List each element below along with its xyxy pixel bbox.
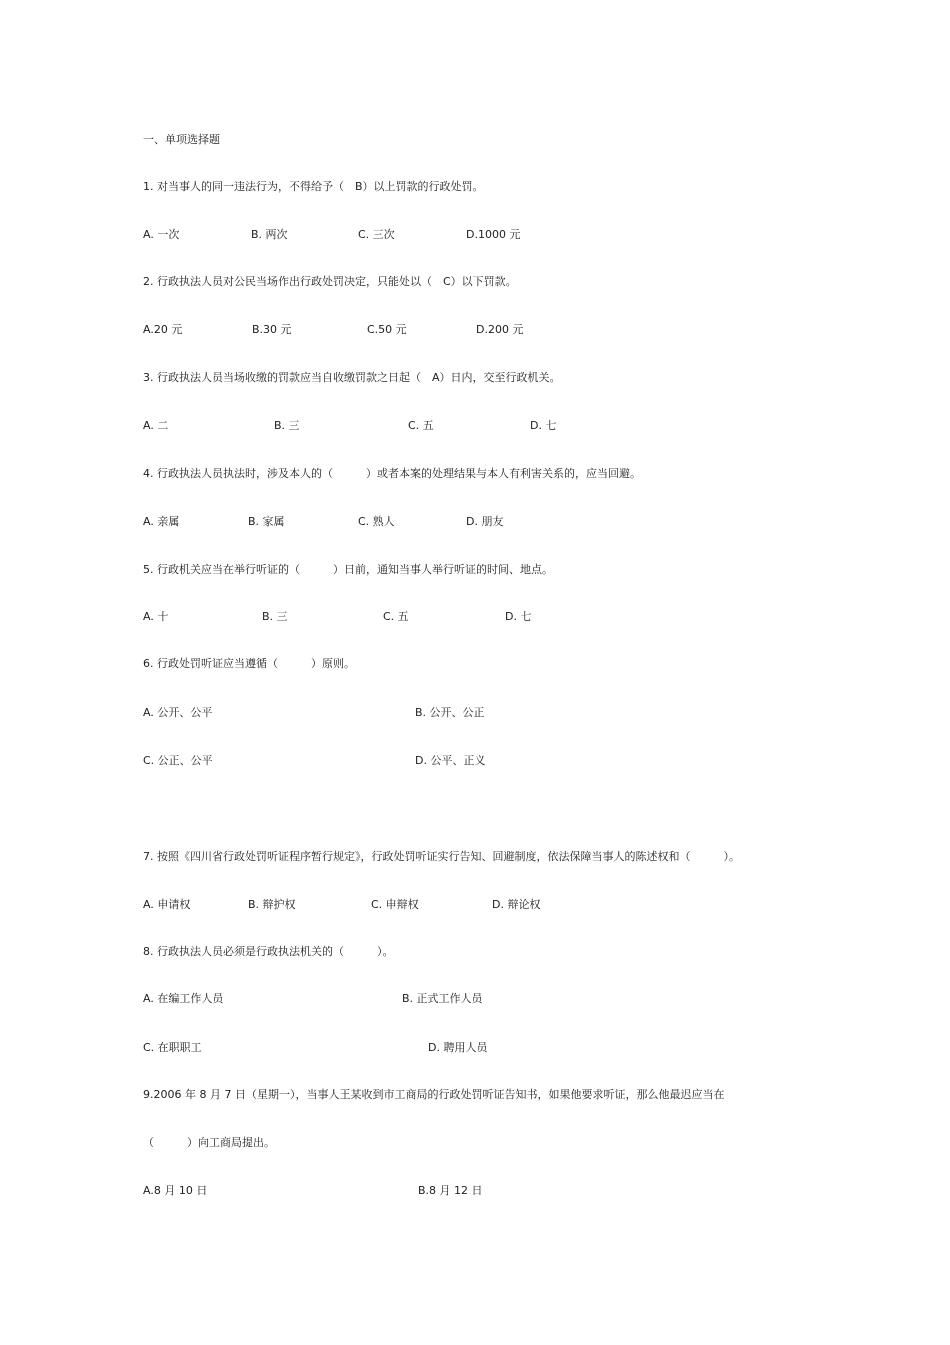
q4-option-d: D. 朋友 xyxy=(466,515,504,528)
q5-option-b: B. 三 xyxy=(262,610,288,623)
q4-option-b: B. 家属 xyxy=(248,515,285,528)
q9-option-a: A.8 月 10 日 xyxy=(143,1184,208,1197)
q7-option-c: C. 申辩权 xyxy=(371,898,419,911)
question-8: 8. 行政执法人员必须是行政执法机关的（ ）。 xyxy=(143,945,394,958)
q3-option-d: D. 七 xyxy=(530,419,557,432)
q1-option-d: D.1000 元 xyxy=(466,228,521,241)
question-2: 2. 行政执法人员对公民当场作出行政处罚决定，只能处以（ C）以下罚款。 xyxy=(143,275,517,288)
q2-option-d: D.200 元 xyxy=(476,323,524,336)
question-6: 6. 行政处罚听证应当遵循（ ）原则。 xyxy=(143,657,355,670)
q8-option-b: B. 正式工作人员 xyxy=(402,992,483,1005)
q6-option-c: C. 公正、公平 xyxy=(143,754,213,767)
q5-option-d: D. 七 xyxy=(505,610,532,623)
q7-option-b: B. 辩护权 xyxy=(248,898,296,911)
question-5: 5. 行政机关应当在举行听证的（ ）日前，通知当事人举行听证的时间、地点。 xyxy=(143,563,553,576)
q6-option-d: D. 公平、正义 xyxy=(415,754,486,767)
question-7: 7. 按照《四川省行政处罚听证程序暂行规定》，行政处罚听证实行告知、回避制度，依法保障当事人的陈述权和（ ）。 xyxy=(143,850,740,863)
q5-option-c: C. 五 xyxy=(383,610,409,623)
q9-option-b: B.8 月 12 日 xyxy=(418,1184,483,1197)
question-3: 3. 行政执法人员当场收缴的罚款应当自收缴罚款之日起（ A）日内，交至行政机关。 xyxy=(143,371,561,384)
q2-option-a: A.20 元 xyxy=(143,323,183,336)
q2-option-b: B.30 元 xyxy=(252,323,292,336)
q6-option-b: B. 公开、公正 xyxy=(415,706,485,719)
q1-option-c: C. 三次 xyxy=(358,228,395,241)
q6-option-a: A. 公开、公平 xyxy=(143,706,213,719)
q7-option-d: D. 辩论权 xyxy=(492,898,541,911)
section-title: 一、单项选择题 xyxy=(143,133,220,146)
question-4: 4. 行政执法人员执法时，涉及本人的（ ）或者本案的处理结果与本人有利害关系的，应当回避。 xyxy=(143,467,641,480)
question-1: 1. 对当事人的同一违法行为，不得给予（ B）以上罚款的行政处罚。 xyxy=(143,180,484,193)
q5-option-a: A. 十 xyxy=(143,610,169,623)
q3-option-c: C. 五 xyxy=(408,419,434,432)
q2-option-c: C.50 元 xyxy=(367,323,407,336)
q1-option-b: B. 两次 xyxy=(251,228,288,241)
q4-option-a: A. 亲属 xyxy=(143,515,180,528)
q4-option-c: C. 熟人 xyxy=(358,515,395,528)
q8-option-c: C. 在职职工 xyxy=(143,1041,202,1054)
q3-option-a: A. 二 xyxy=(143,419,169,432)
q3-option-b: B. 三 xyxy=(274,419,300,432)
q1-option-a: A. 一次 xyxy=(143,228,180,241)
question-9: 9.2006 年 8 月 7 日（星期一），当事人王某收到市工商局的行政处罚听证告知书，如果他要求听证，那么他最迟应当在 xyxy=(143,1088,725,1101)
q7-option-a: A. 申请权 xyxy=(143,898,191,911)
q8-option-a: A. 在编工作人员 xyxy=(143,992,224,1005)
question-9-continued: （ ）向工商局提出。 xyxy=(143,1136,275,1149)
q8-option-d: D. 聘用人员 xyxy=(428,1041,488,1054)
